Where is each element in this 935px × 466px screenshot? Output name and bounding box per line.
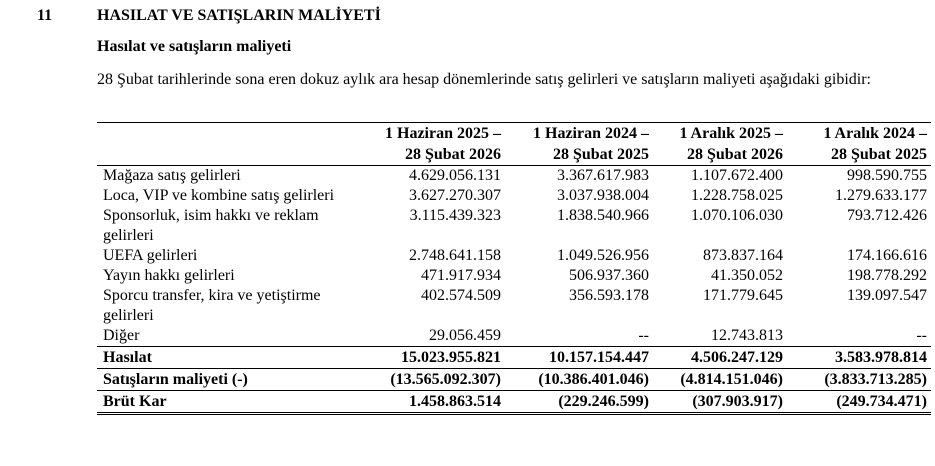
cell-value: 10.157.154.447 bbox=[505, 347, 653, 369]
sub-title: Hasılat ve satışların maliyeti bbox=[97, 38, 292, 55]
row-label: Loca, VIP ve kombine satış gelirleri bbox=[103, 187, 335, 204]
row-label: Sponsorluk, isim hakkı ve reklam gelirleri bbox=[103, 207, 319, 244]
row-label: Diğer bbox=[103, 327, 140, 344]
cell-value: 29.056.459 bbox=[429, 327, 501, 344]
cell-value: 3.583.978.814 bbox=[787, 347, 931, 369]
cell-value: -- bbox=[638, 327, 649, 344]
cell-value: (307.903.917) bbox=[653, 391, 787, 414]
cost-of-sales-row bbox=[97, 369, 931, 391]
cell-value: 3.115.439.323 bbox=[409, 207, 501, 224]
cell-value: 356.593.178 bbox=[569, 287, 649, 304]
cell-value: 3.627.270.307 bbox=[409, 187, 501, 204]
cell-value: (10.386.401.046) bbox=[505, 369, 653, 391]
col-header-4-period-start: 1 Aralık 2024 – bbox=[787, 123, 931, 145]
cell-value: (3.833.713.285) bbox=[787, 369, 931, 391]
row-label: Brüt Kar bbox=[97, 391, 355, 414]
cell-value: 793.712.426 bbox=[847, 207, 927, 224]
table-row bbox=[97, 286, 931, 326]
cell-value: (13.565.092.307) bbox=[355, 369, 505, 391]
cell-value: 506.937.360 bbox=[569, 267, 649, 284]
cell-value: 139.097.547 bbox=[847, 287, 927, 304]
cell-value: 471.917.934 bbox=[421, 267, 501, 284]
row-label: Yayın hakkı gelirleri bbox=[103, 267, 235, 284]
table-row bbox=[97, 186, 931, 206]
cell-value: 1.228.758.025 bbox=[691, 187, 783, 204]
cell-value: (229.246.599) bbox=[505, 391, 653, 414]
table-row bbox=[97, 326, 931, 347]
header-row-1 bbox=[97, 123, 931, 145]
cell-value: (4.814.151.046) bbox=[653, 369, 787, 391]
cell-value: 1.070.106.030 bbox=[691, 207, 783, 224]
cell-value: 15.023.955.821 bbox=[355, 347, 505, 369]
total-revenue-row bbox=[97, 347, 931, 369]
cell-value: (249.734.471) bbox=[787, 391, 931, 414]
row-label: Mağaza satış gelirleri bbox=[103, 167, 241, 184]
col-header-2-period-start: 1 Haziran 2024 – bbox=[505, 123, 653, 145]
col-header-3-period-start: 1 Aralık 2025 – bbox=[653, 123, 787, 145]
intro-paragraph: 28 Şubat tarihlerinde sona eren dokuz aylık ara hesap dönemlerinde satış gelirleri ve satışların maliyeti aşağıdaki gibidir: bbox=[97, 71, 871, 88]
cell-value: 171.779.645 bbox=[703, 287, 783, 304]
table-row bbox=[97, 206, 931, 246]
row-label: Satışların maliyeti (-) bbox=[97, 369, 355, 391]
row-label: UEFA gelirleri bbox=[103, 247, 198, 264]
cell-value: 4.506.247.129 bbox=[653, 347, 787, 369]
cell-value: 2.748.641.158 bbox=[409, 247, 501, 264]
cell-value: 41.350.052 bbox=[711, 267, 783, 284]
cell-value: 402.574.509 bbox=[421, 287, 501, 304]
cell-value: 1.838.540.966 bbox=[557, 207, 649, 224]
row-label: Hasılat bbox=[97, 347, 355, 369]
cell-value: 3.367.617.983 bbox=[557, 167, 649, 184]
cell-value: 1.458.863.514 bbox=[355, 391, 505, 414]
cell-value: 4.629.056.131 bbox=[409, 167, 501, 184]
cell-value: 1.279.633.177 bbox=[835, 187, 927, 204]
row-label: Sporcu transfer, kira ve yetiştirme gelirleri bbox=[103, 287, 321, 324]
col-header-2-period-end: 28 Şubat 2025 bbox=[505, 144, 653, 166]
cell-value: 198.778.292 bbox=[847, 267, 927, 284]
cell-value: -- bbox=[916, 327, 927, 344]
revenue-cost-table bbox=[97, 122, 931, 415]
header-blank bbox=[97, 123, 355, 166]
table-row bbox=[97, 166, 931, 187]
cell-value: 1.107.672.400 bbox=[691, 167, 783, 184]
col-header-1-period-end: 28 Şubat 2026 bbox=[355, 144, 505, 166]
col-header-4-period-end: 28 Şubat 2025 bbox=[787, 144, 931, 166]
table-row bbox=[97, 266, 931, 286]
cell-value: 998.590.755 bbox=[847, 167, 927, 184]
col-header-3-period-end: 28 Şubat 2026 bbox=[653, 144, 787, 166]
cell-value: 1.049.526.956 bbox=[557, 247, 649, 264]
cell-value: 174.166.616 bbox=[847, 247, 927, 264]
cell-value: 873.837.164 bbox=[703, 247, 783, 264]
cell-value: 12.743.813 bbox=[711, 327, 783, 344]
section-title: HASILAT VE SATIŞLARIN MALİYETİ bbox=[97, 7, 381, 24]
gross-profit-row bbox=[97, 391, 931, 414]
table-row bbox=[97, 246, 931, 266]
col-header-1-period-start: 1 Haziran 2025 – bbox=[355, 123, 505, 145]
section-number: 11 bbox=[37, 7, 53, 24]
cell-value: 3.037.938.004 bbox=[557, 187, 649, 204]
